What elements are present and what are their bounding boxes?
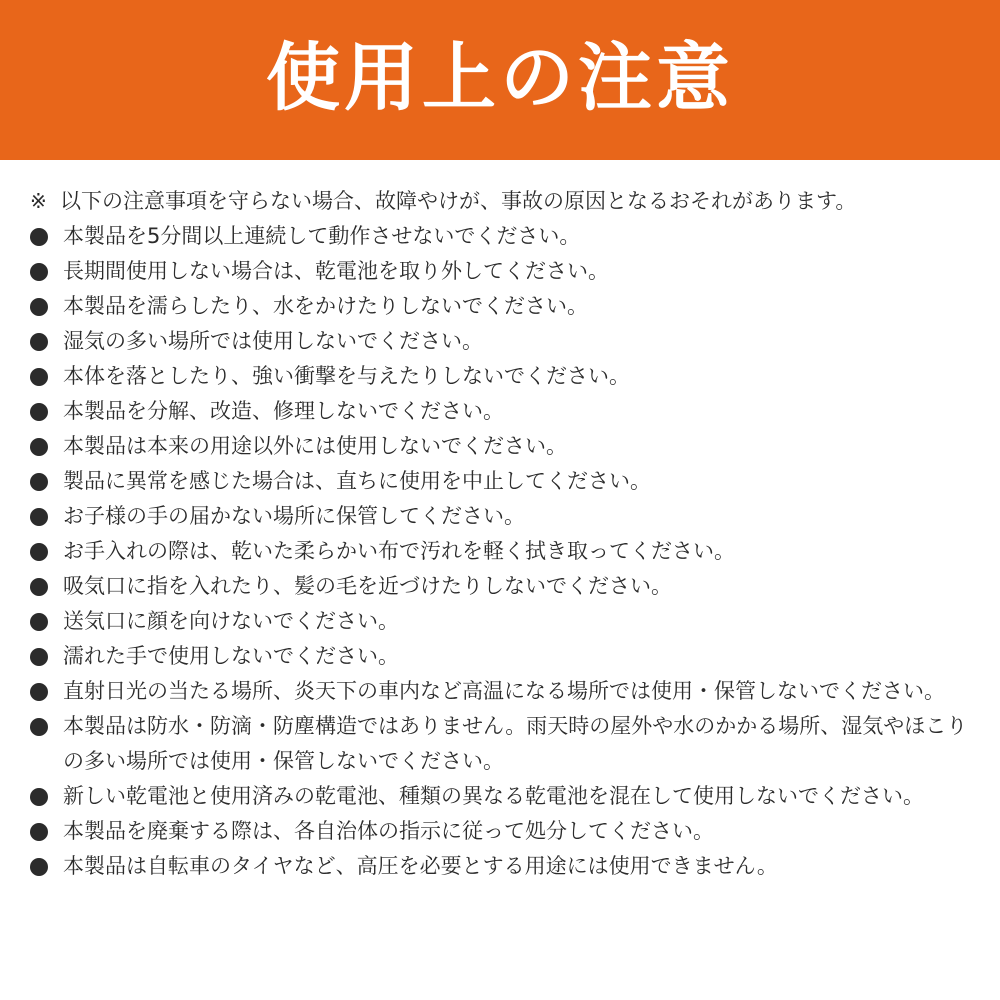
- caution-item: [30, 569, 976, 604]
- caution-item: [30, 254, 976, 289]
- bullet-icon: [30, 394, 63, 429]
- page-title: 使用上の注意: [266, 35, 734, 121]
- warning-note: [30, 184, 976, 219]
- caution-item-text: 本製品は本来の用途以外には使用しないでください。: [63, 434, 567, 458]
- bullet-icon: [30, 289, 63, 324]
- caution-item: [30, 709, 976, 779]
- caution-item: [30, 674, 976, 709]
- caution-item: [30, 464, 976, 499]
- bullet-icon: [30, 359, 63, 394]
- bullet-icon: [30, 849, 63, 884]
- caution-item: [30, 534, 976, 569]
- bullet-icon: [30, 254, 63, 289]
- caution-item: [30, 324, 976, 359]
- caution-item: [30, 814, 976, 849]
- caution-item: [30, 394, 976, 429]
- reference-mark-icon: ※: [30, 189, 47, 213]
- caution-item: [30, 219, 976, 254]
- bullet-icon: [30, 779, 63, 814]
- bullet-icon: [30, 324, 63, 359]
- bullet-icon: [30, 219, 63, 254]
- caution-content: [30, 184, 976, 884]
- bullet-icon: [30, 814, 63, 849]
- caution-item: [30, 604, 976, 639]
- caution-item-text: 吸気口に指を入れたり、髪の毛を近づけたりしないでください。: [63, 574, 672, 598]
- caution-item-text: お手入れの際は、乾いた柔らかい布で汚れを軽く拭き取ってください。: [63, 539, 735, 563]
- caution-item-text: 送気口に顔を向けないでください。: [63, 609, 399, 633]
- bullet-icon: [30, 674, 63, 709]
- bullet-icon: [30, 499, 63, 534]
- caution-item: [30, 429, 976, 464]
- bullet-icon: [30, 534, 63, 569]
- caution-item-text: 本製品を5分間以上連続して動作させないでください。: [63, 224, 581, 248]
- caution-item-text: 本製品を廃棄する際は、各自治体の指示に従って処分してください。: [63, 819, 714, 843]
- caution-item: [30, 639, 976, 674]
- caution-item: [30, 499, 976, 534]
- caution-item-text: 長期間使用しない場合は、乾電池を取り外してください。: [63, 259, 609, 283]
- caution-item-text: 直射日光の当たる場所、炎天下の車内など高温になる場所では使用・保管しないでください。: [63, 679, 945, 703]
- bullet-icon: [30, 639, 63, 674]
- caution-item: [30, 289, 976, 324]
- caution-item-text: 製品に異常を感じた場合は、直ちに使用を中止してください。: [63, 469, 651, 493]
- caution-item-text: 濡れた手で使用しないでください。: [63, 644, 399, 668]
- caution-item-text: 湿気の多い場所では使用しないでください。: [63, 329, 483, 353]
- caution-item-text: 本製品を濡らしたり、水をかけたりしないでください。: [63, 294, 588, 318]
- caution-item-text: 本製品は防水・防滴・防塵構造ではありません。雨天時の屋外や水のかかる場所、湿気やほこりの多い場所では使用・保管しないでください。: [63, 714, 968, 773]
- bullet-icon: [30, 464, 63, 499]
- bullet-icon: [30, 429, 63, 464]
- caution-item-text: お子様の手の届かない場所に保管してください。: [63, 504, 525, 528]
- caution-item: [30, 849, 976, 884]
- caution-item-text: 本体を落としたり、強い衝撃を与えたりしないでください。: [63, 364, 630, 388]
- bullet-icon: [30, 604, 63, 639]
- caution-item-text: 本製品を分解、改造、修理しないでください。: [63, 399, 504, 423]
- caution-item: [30, 779, 976, 814]
- caution-list: [30, 219, 976, 884]
- bullet-icon: [30, 569, 63, 604]
- title-banner: [0, 0, 1000, 160]
- warning-note-text: 以下の注意事項を守らない場合、故障やけが、事故の原因となるおそれがあります。: [60, 189, 857, 213]
- caution-item-text: 新しい乾電池と使用済みの乾電池、種類の異なる乾電池を混在して使用しないでください。: [63, 784, 924, 808]
- caution-item-text: 本製品は自転車のタイヤなど、高圧を必要とする用途には使用できません。: [63, 854, 778, 878]
- bullet-icon: [30, 709, 63, 744]
- caution-item: [30, 359, 976, 394]
